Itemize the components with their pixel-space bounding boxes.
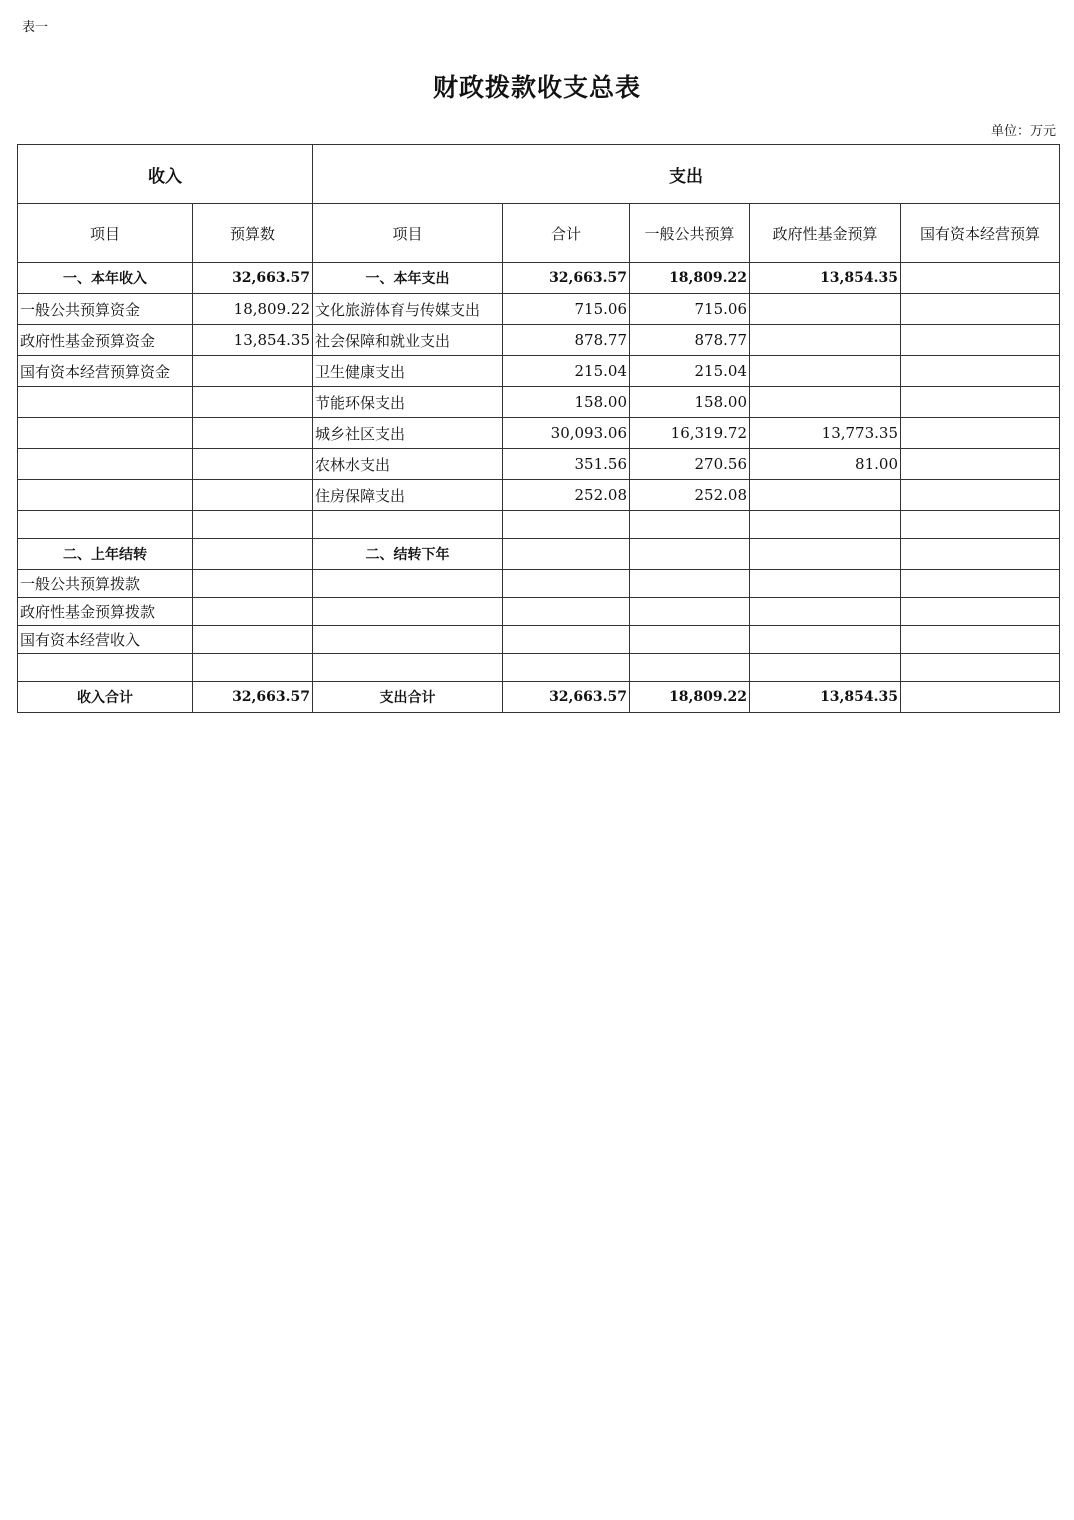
column-header-row [18, 204, 1060, 263]
expense-item-cell: 一、本年支出 [313, 263, 503, 294]
gov-fund-cell [750, 570, 901, 598]
state-capital-cell [901, 356, 1060, 387]
total-cell: 32,663.57 [503, 263, 630, 294]
general-cell: 18,809.22 [630, 263, 750, 294]
income-item-cell [18, 511, 193, 539]
expense-item-cell: 农林水支出 [313, 449, 503, 480]
state-capital-cell [901, 387, 1060, 418]
general-cell [630, 626, 750, 654]
income-item-cell: 政府性基金预算拨款 [18, 598, 193, 626]
income-item-cell: 一般公共预算拨款 [18, 570, 193, 598]
unit-label: 单位：万元 [990, 124, 1056, 139]
table-row [18, 418, 1060, 449]
table-row [18, 511, 1060, 539]
income-value-cell [193, 598, 313, 626]
table-row [18, 654, 1060, 682]
expense-item-cell [313, 626, 503, 654]
general-cell [630, 511, 750, 539]
gov-fund-cell [750, 356, 901, 387]
table-row [18, 263, 1060, 294]
income-value-cell [193, 480, 313, 511]
col-state-capital-budget: 国有资本经营预算 [901, 204, 1060, 263]
col-general-budget: 一般公共预算 [630, 204, 750, 263]
general-cell [630, 539, 750, 570]
expense-item-cell: 住房保障支出 [313, 480, 503, 511]
income-item-cell [18, 449, 193, 480]
income-item-cell: 国有资本经营预算资金 [18, 356, 193, 387]
col-expense-item: 项目 [313, 204, 503, 263]
col-total: 合计 [503, 204, 630, 263]
state-capital-cell [901, 539, 1060, 570]
page-title: 财政拨款收支总表 [432, 73, 641, 102]
gov-fund-cell [750, 598, 901, 626]
income-item-cell [18, 387, 193, 418]
state-capital-cell [901, 511, 1060, 539]
total-cell [503, 654, 630, 682]
gov-fund-cell: 13,854.35 [750, 263, 901, 294]
total-cell [503, 539, 630, 570]
section-header-row [18, 145, 1060, 204]
general-cell: 215.04 [630, 356, 750, 387]
total-cell: 878.77 [503, 325, 630, 356]
general-cell: 715.06 [630, 294, 750, 325]
gov-fund-cell [750, 387, 901, 418]
expense-item-cell [313, 598, 503, 626]
expense-item-cell: 节能环保支出 [313, 387, 503, 418]
general-cell: 16,319.72 [630, 418, 750, 449]
income-item-cell [18, 418, 193, 449]
total-cell [503, 598, 630, 626]
table-row [18, 294, 1060, 325]
income-header: 收入 [18, 145, 313, 204]
table-row [18, 480, 1060, 511]
gov-fund-cell [750, 654, 901, 682]
income-value-cell [193, 418, 313, 449]
budget-summary-table [17, 144, 1060, 713]
col-income-budget: 预算数 [193, 204, 313, 263]
general-cell: 252.08 [630, 480, 750, 511]
income-item-cell: 政府性基金预算资金 [18, 325, 193, 356]
table-row [18, 356, 1060, 387]
income-value-cell: 18,809.22 [193, 294, 313, 325]
total-row [18, 682, 1060, 713]
general-cell [630, 598, 750, 626]
state-capital-cell [901, 449, 1060, 480]
total-cell [503, 626, 630, 654]
total-cell: 252.08 [503, 480, 630, 511]
table-number: 表一 [22, 20, 49, 35]
income-value-cell [193, 387, 313, 418]
gov-fund-cell: 13,854.35 [750, 682, 901, 713]
expense-item-cell [313, 511, 503, 539]
gov-fund-cell [750, 511, 901, 539]
table-row [18, 325, 1060, 356]
general-cell: 18,809.22 [630, 682, 750, 713]
income-value-cell: 32,663.57 [193, 263, 313, 294]
total-cell: 715.06 [503, 294, 630, 325]
expense-item-cell: 社会保障和就业支出 [313, 325, 503, 356]
income-value-cell [193, 626, 313, 654]
total-cell [503, 570, 630, 598]
col-gov-fund-budget: 政府性基金预算 [750, 204, 901, 263]
income-value-cell [193, 539, 313, 570]
state-capital-cell [901, 263, 1060, 294]
income-item-cell [18, 654, 193, 682]
state-capital-cell [901, 418, 1060, 449]
income-item-cell: 一、本年收入 [18, 263, 193, 294]
expense-item-cell: 城乡社区支出 [313, 418, 503, 449]
general-cell [630, 654, 750, 682]
income-value-cell [193, 570, 313, 598]
expense-item-cell [313, 570, 503, 598]
state-capital-cell [901, 294, 1060, 325]
general-cell: 878.77 [630, 325, 750, 356]
income-item-cell: 国有资本经营收入 [18, 626, 193, 654]
gov-fund-cell: 81.00 [750, 449, 901, 480]
col-income-item: 项目 [18, 204, 193, 263]
general-cell [630, 570, 750, 598]
table-row [18, 626, 1060, 654]
total-cell: 32,663.57 [503, 682, 630, 713]
total-cell: 215.04 [503, 356, 630, 387]
expense-item-cell: 二、结转下年 [313, 539, 503, 570]
table-row [18, 598, 1060, 626]
total-cell: 351.56 [503, 449, 630, 480]
expense-header: 支出 [313, 145, 1060, 204]
income-value-cell [193, 654, 313, 682]
expense-total-label: 支出合计 [313, 682, 503, 713]
state-capital-cell [901, 626, 1060, 654]
table-row [18, 570, 1060, 598]
general-cell: 270.56 [630, 449, 750, 480]
total-cell: 158.00 [503, 387, 630, 418]
income-total-label: 收入合计 [18, 682, 193, 713]
income-item-cell: 一般公共预算资金 [18, 294, 193, 325]
state-capital-cell [901, 654, 1060, 682]
gov-fund-cell [750, 480, 901, 511]
state-capital-cell [901, 598, 1060, 626]
table-row [18, 539, 1060, 570]
gov-fund-cell [750, 539, 901, 570]
income-item-cell [18, 480, 193, 511]
state-capital-cell [901, 570, 1060, 598]
gov-fund-cell [750, 294, 901, 325]
income-total-value: 32,663.57 [193, 682, 313, 713]
income-value-cell: 13,854.35 [193, 325, 313, 356]
total-cell: 30,093.06 [503, 418, 630, 449]
expense-item-cell: 卫生健康支出 [313, 356, 503, 387]
state-capital-cell [901, 682, 1060, 713]
total-cell [503, 511, 630, 539]
expense-item-cell: 文化旅游体育与传媒支出 [313, 294, 503, 325]
state-capital-cell [901, 480, 1060, 511]
income-value-cell [193, 511, 313, 539]
table-row [18, 387, 1060, 418]
gov-fund-cell: 13,773.35 [750, 418, 901, 449]
income-item-cell: 二、上年结转 [18, 539, 193, 570]
income-value-cell [193, 356, 313, 387]
gov-fund-cell [750, 325, 901, 356]
table-row [18, 449, 1060, 480]
state-capital-cell [901, 325, 1060, 356]
income-value-cell [193, 449, 313, 480]
gov-fund-cell [750, 626, 901, 654]
expense-item-cell [313, 654, 503, 682]
general-cell: 158.00 [630, 387, 750, 418]
